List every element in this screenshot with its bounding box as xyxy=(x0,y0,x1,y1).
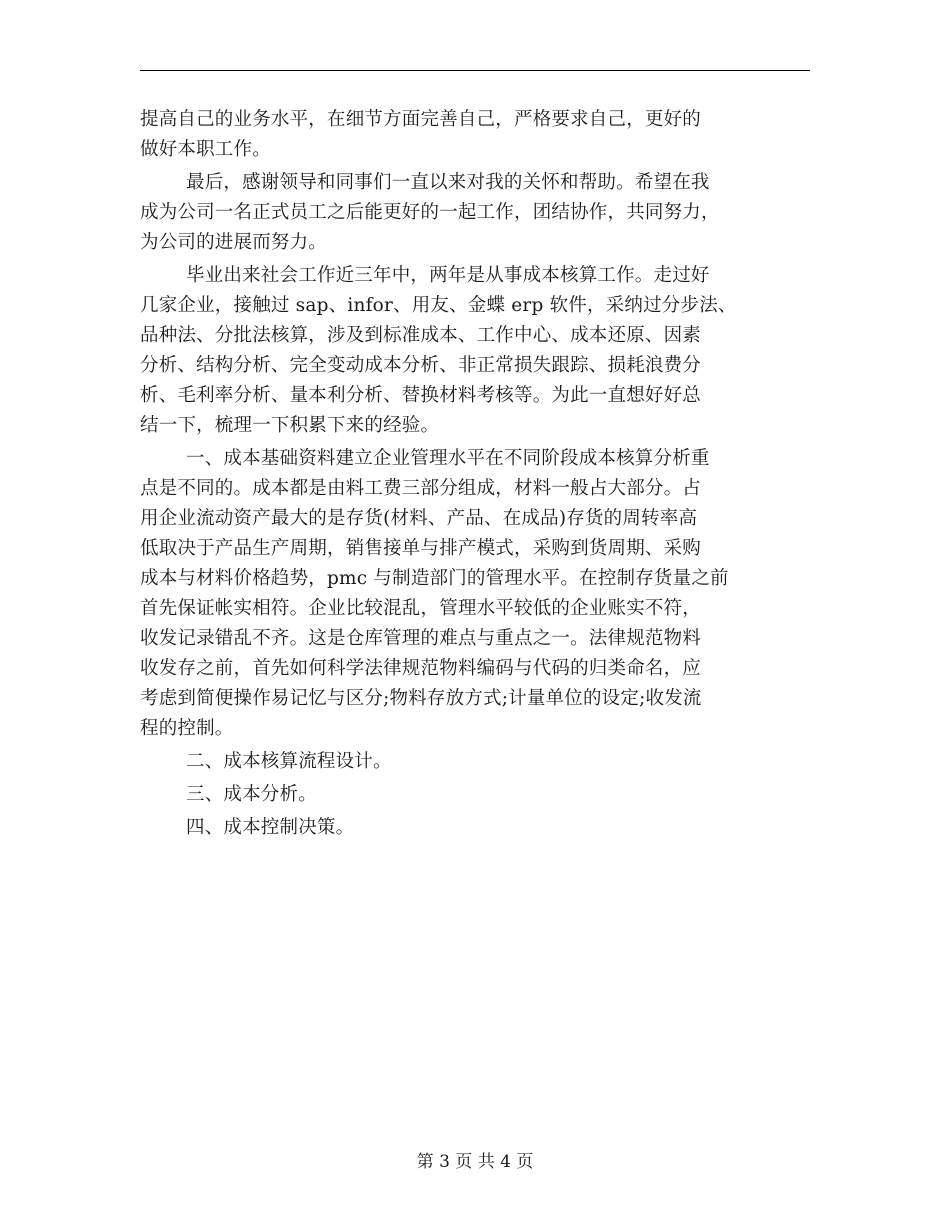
paragraph-line: 做好本职工作。 xyxy=(140,139,271,160)
paragraph-line: 分析、结构分析、完全变动成本分析、非正常损失跟踪、损耗浪费分 xyxy=(140,355,702,376)
paragraph-line: 点是不同的。成本都是由料工费三部分组成，材料一般占大部分。占 xyxy=(140,478,702,499)
page-number: 第 3 页 共 4 页 xyxy=(416,1152,534,1172)
document-body xyxy=(140,105,812,843)
section-heading: 二、成本核算流程设计。 xyxy=(186,751,392,772)
paragraph-line: 几家企业，接触过 sap、infor、用友、金蝶 erp 软件，采纳过分步法、 xyxy=(140,295,737,316)
paragraph-line: 提高自己的业务水平，在细节方面完善自己，严格要求自己，更好的 xyxy=(140,109,702,130)
paragraph-line: 程的控制。 xyxy=(140,718,234,739)
paragraph-line: 首先保证帐实相符。企业比较混乱，管理水平较低的企业账实不符， xyxy=(140,598,702,619)
paragraph-line: 一、成本基础资料建立企业管理水平在不同阶段成本核算分析重 xyxy=(186,448,710,469)
paragraph-line: 品种法、分批法核算，涉及到标准成本、工作中心、成本还原、因素 xyxy=(140,325,702,346)
paragraph-line: 成本与材料价格趋势，pmc 与制造部门的管理水平。在控制存货量之前 xyxy=(140,568,729,589)
paragraph-line: 为公司的进展而努力。 xyxy=(140,232,328,253)
paragraph-line: 最后，感谢领导和同事们一直以来对我的关怀和帮助。希望在我 xyxy=(186,172,710,193)
paragraph-line: 成为公司一名正式员工之后能更好的一起工作，团结协作，共同努力， xyxy=(140,202,720,223)
paragraph-line: 考虑到简便操作易记忆与区分;物料存放方式;计量单位的设定;收发流 xyxy=(140,688,702,709)
paragraph-line: 毕业出来社会工作近三年中，两年是从事成本核算工作。走过好 xyxy=(186,265,710,286)
paragraph-line: 收发记录错乱不齐。这是仓库管理的难点与重点之一。法律规范物料 xyxy=(140,628,702,649)
paragraph-line: 结一下，梳理一下积累下来的经验。 xyxy=(140,415,440,436)
paragraph-line: 低取决于产品生产周期，销售接单与排产模式，采购到货周期、采购 xyxy=(140,538,702,559)
section-heading: 四、成本控制决策。 xyxy=(186,817,355,838)
paragraph-line: 收发存之前，首先如何科学法律规范物料编码与代码的归类命名，应 xyxy=(140,658,702,679)
header-rule xyxy=(140,70,810,71)
paragraph-line: 用企业流动资产最大的是存货(材料、产品、在成品)存货的周转率高 xyxy=(140,508,698,529)
section-heading: 三、成本分析。 xyxy=(186,784,317,805)
paragraph-line: 析、毛利率分析、量本利分析、替换材料考核等。为此一直想好好总 xyxy=(140,385,702,406)
